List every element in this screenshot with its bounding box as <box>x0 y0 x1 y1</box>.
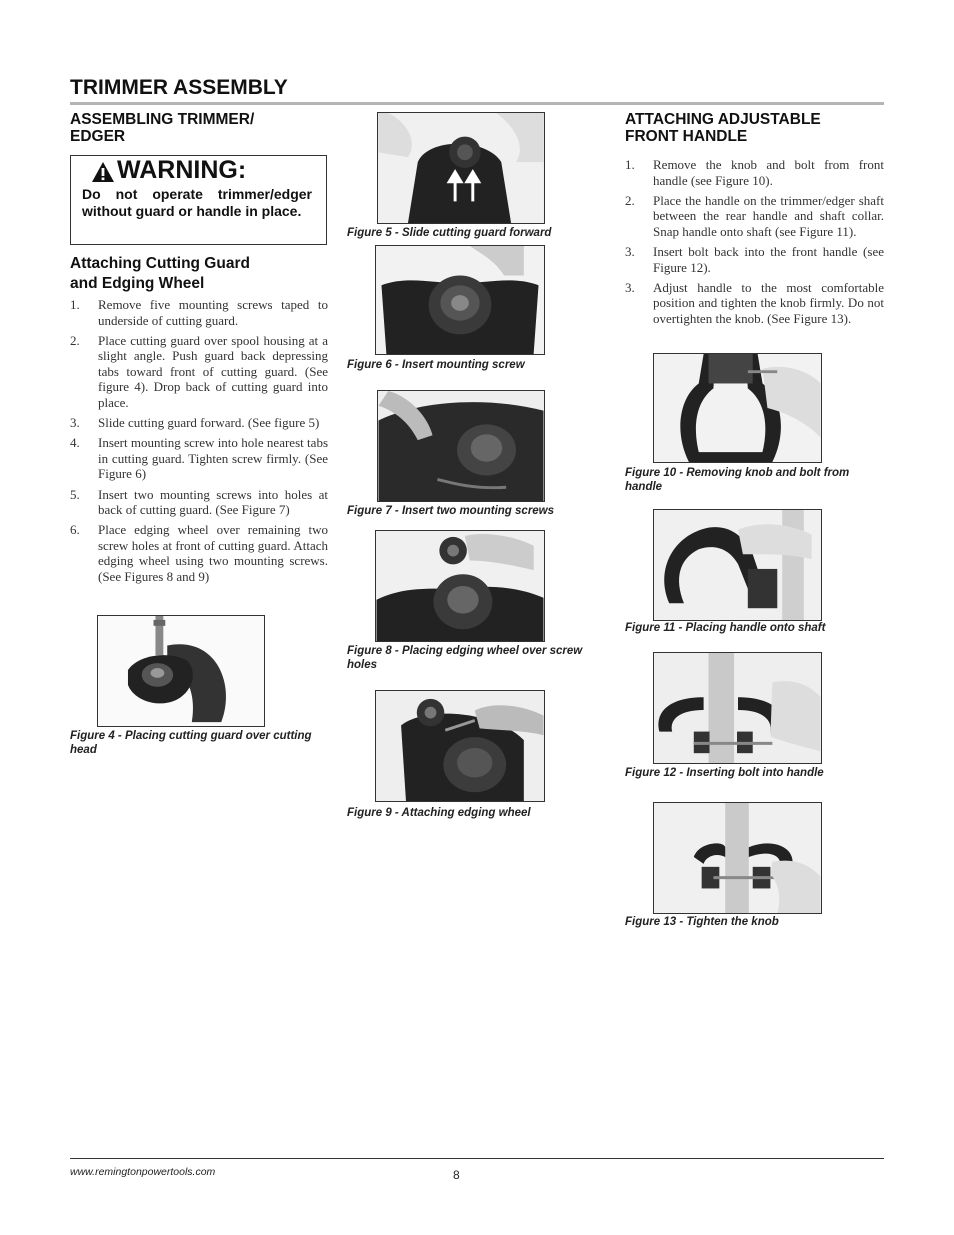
list-item: 1. Remove the knob and bolt from front handle (see Figure 10). <box>625 157 884 188</box>
figure-10-image <box>653 353 822 463</box>
list-item: 3. Insert bolt back into the front handle (see Figure 12). <box>625 243 884 275</box>
subsection-title-line-2: and Edging Wheel <box>70 275 205 292</box>
list-item: 3. Adjust handle to the most comfortable position and tighten the knob firmly. Do not overtighten the knob. (See Figure 13). <box>625 279 884 326</box>
warning-box <box>70 155 327 245</box>
figure-8-caption: Figure 8 - Placing edging wheel over screw holes <box>347 645 583 671</box>
figure-13-image <box>653 802 822 914</box>
right-section-title <box>625 111 884 145</box>
title-rule <box>70 102 884 105</box>
footer-rule <box>70 1158 884 1159</box>
figure-7-caption: Figure 7 - Insert two mounting screws <box>347 505 555 517</box>
figure-6-image <box>375 245 545 355</box>
figure-12-caption: Figure 12 - Inserting bolt into handle <box>625 767 824 779</box>
figure-7-image <box>377 390 545 502</box>
warning-text: Do not operate trimmer/edger without guard or handle in place. <box>82 186 312 219</box>
figure-11-caption: Figure 11 - Placing handle onto shaft <box>625 622 826 634</box>
left-steps-list <box>70 297 328 589</box>
figure-8-image <box>375 530 545 642</box>
list-item: 1. Remove five mounting screws taped to underside of cutting guard. <box>70 297 328 328</box>
figure-12-image <box>653 652 822 764</box>
list-item: 3. Slide cutting guard forward. (See figure 5) <box>70 415 320 431</box>
figure-5-image <box>377 112 545 224</box>
page-title: TRIMMER ASSEMBLY <box>70 76 288 99</box>
figure-4-image <box>97 615 265 727</box>
figure-4-caption: Figure 4 - Placing cutting guard over cutting head <box>70 730 312 756</box>
right-section-title-line-2: FRONT HANDLE <box>625 128 748 145</box>
right-steps-list <box>625 157 884 331</box>
figure-13-caption: Figure 13 - Tighten the knob <box>625 916 779 928</box>
figure-11-image <box>653 509 822 621</box>
warning-icon <box>91 161 115 183</box>
figure-10-caption: Figure 10 - Removing knob and bolt from handle <box>625 467 850 493</box>
list-item: 5. Insert two mounting screws into holes at back of cutting guard. (See Figure 7) <box>70 486 328 518</box>
figure-6-caption: Figure 6 - Insert mounting screw <box>347 359 525 371</box>
figure-9-caption: Figure 9 - Attaching edging wheel <box>347 807 531 819</box>
list-item: 4. Insert mounting screw into hole nearest tabs in cutting guard. Tighten screw firmly. (See Figure 6) <box>70 435 328 482</box>
figure-9-image <box>375 690 545 802</box>
figure-5-caption: Figure 5 - Slide cutting guard forward <box>347 227 552 239</box>
page-number: 8 <box>453 1168 460 1182</box>
right-section-title-line-1: ATTACHING ADJUSTABLE <box>625 111 821 128</box>
list-item: 6. Place edging wheel over remaining two screw holes at front of cutting guard. Attach edging wheel using two mounting screws. (See Figures 8 and 9) <box>70 522 328 584</box>
subsection-title <box>70 254 327 294</box>
footer-url: www.remingtonpowertools.com <box>70 1166 216 1178</box>
warning-title: WARNING: <box>117 156 247 184</box>
left-section-title <box>70 111 327 145</box>
left-section-title-line-1: ASSEMBLING TRIMMER/ <box>70 111 255 128</box>
list-item: 2. Place the handle on the trimmer/edger shaft between the rear handle and shaft collar. Snap handle onto shaft (see Figure 11). <box>625 192 884 239</box>
subsection-title-line-1: Attaching Cutting Guard <box>70 255 250 272</box>
left-section-title-line-2: EDGER <box>70 128 126 145</box>
list-item: 2. Place cutting guard over spool housing at a slight angle. Push guard back depressing tabs toward front of cutting guard. (See figure 4). Drop back of cutting guard into place. <box>70 332 328 411</box>
